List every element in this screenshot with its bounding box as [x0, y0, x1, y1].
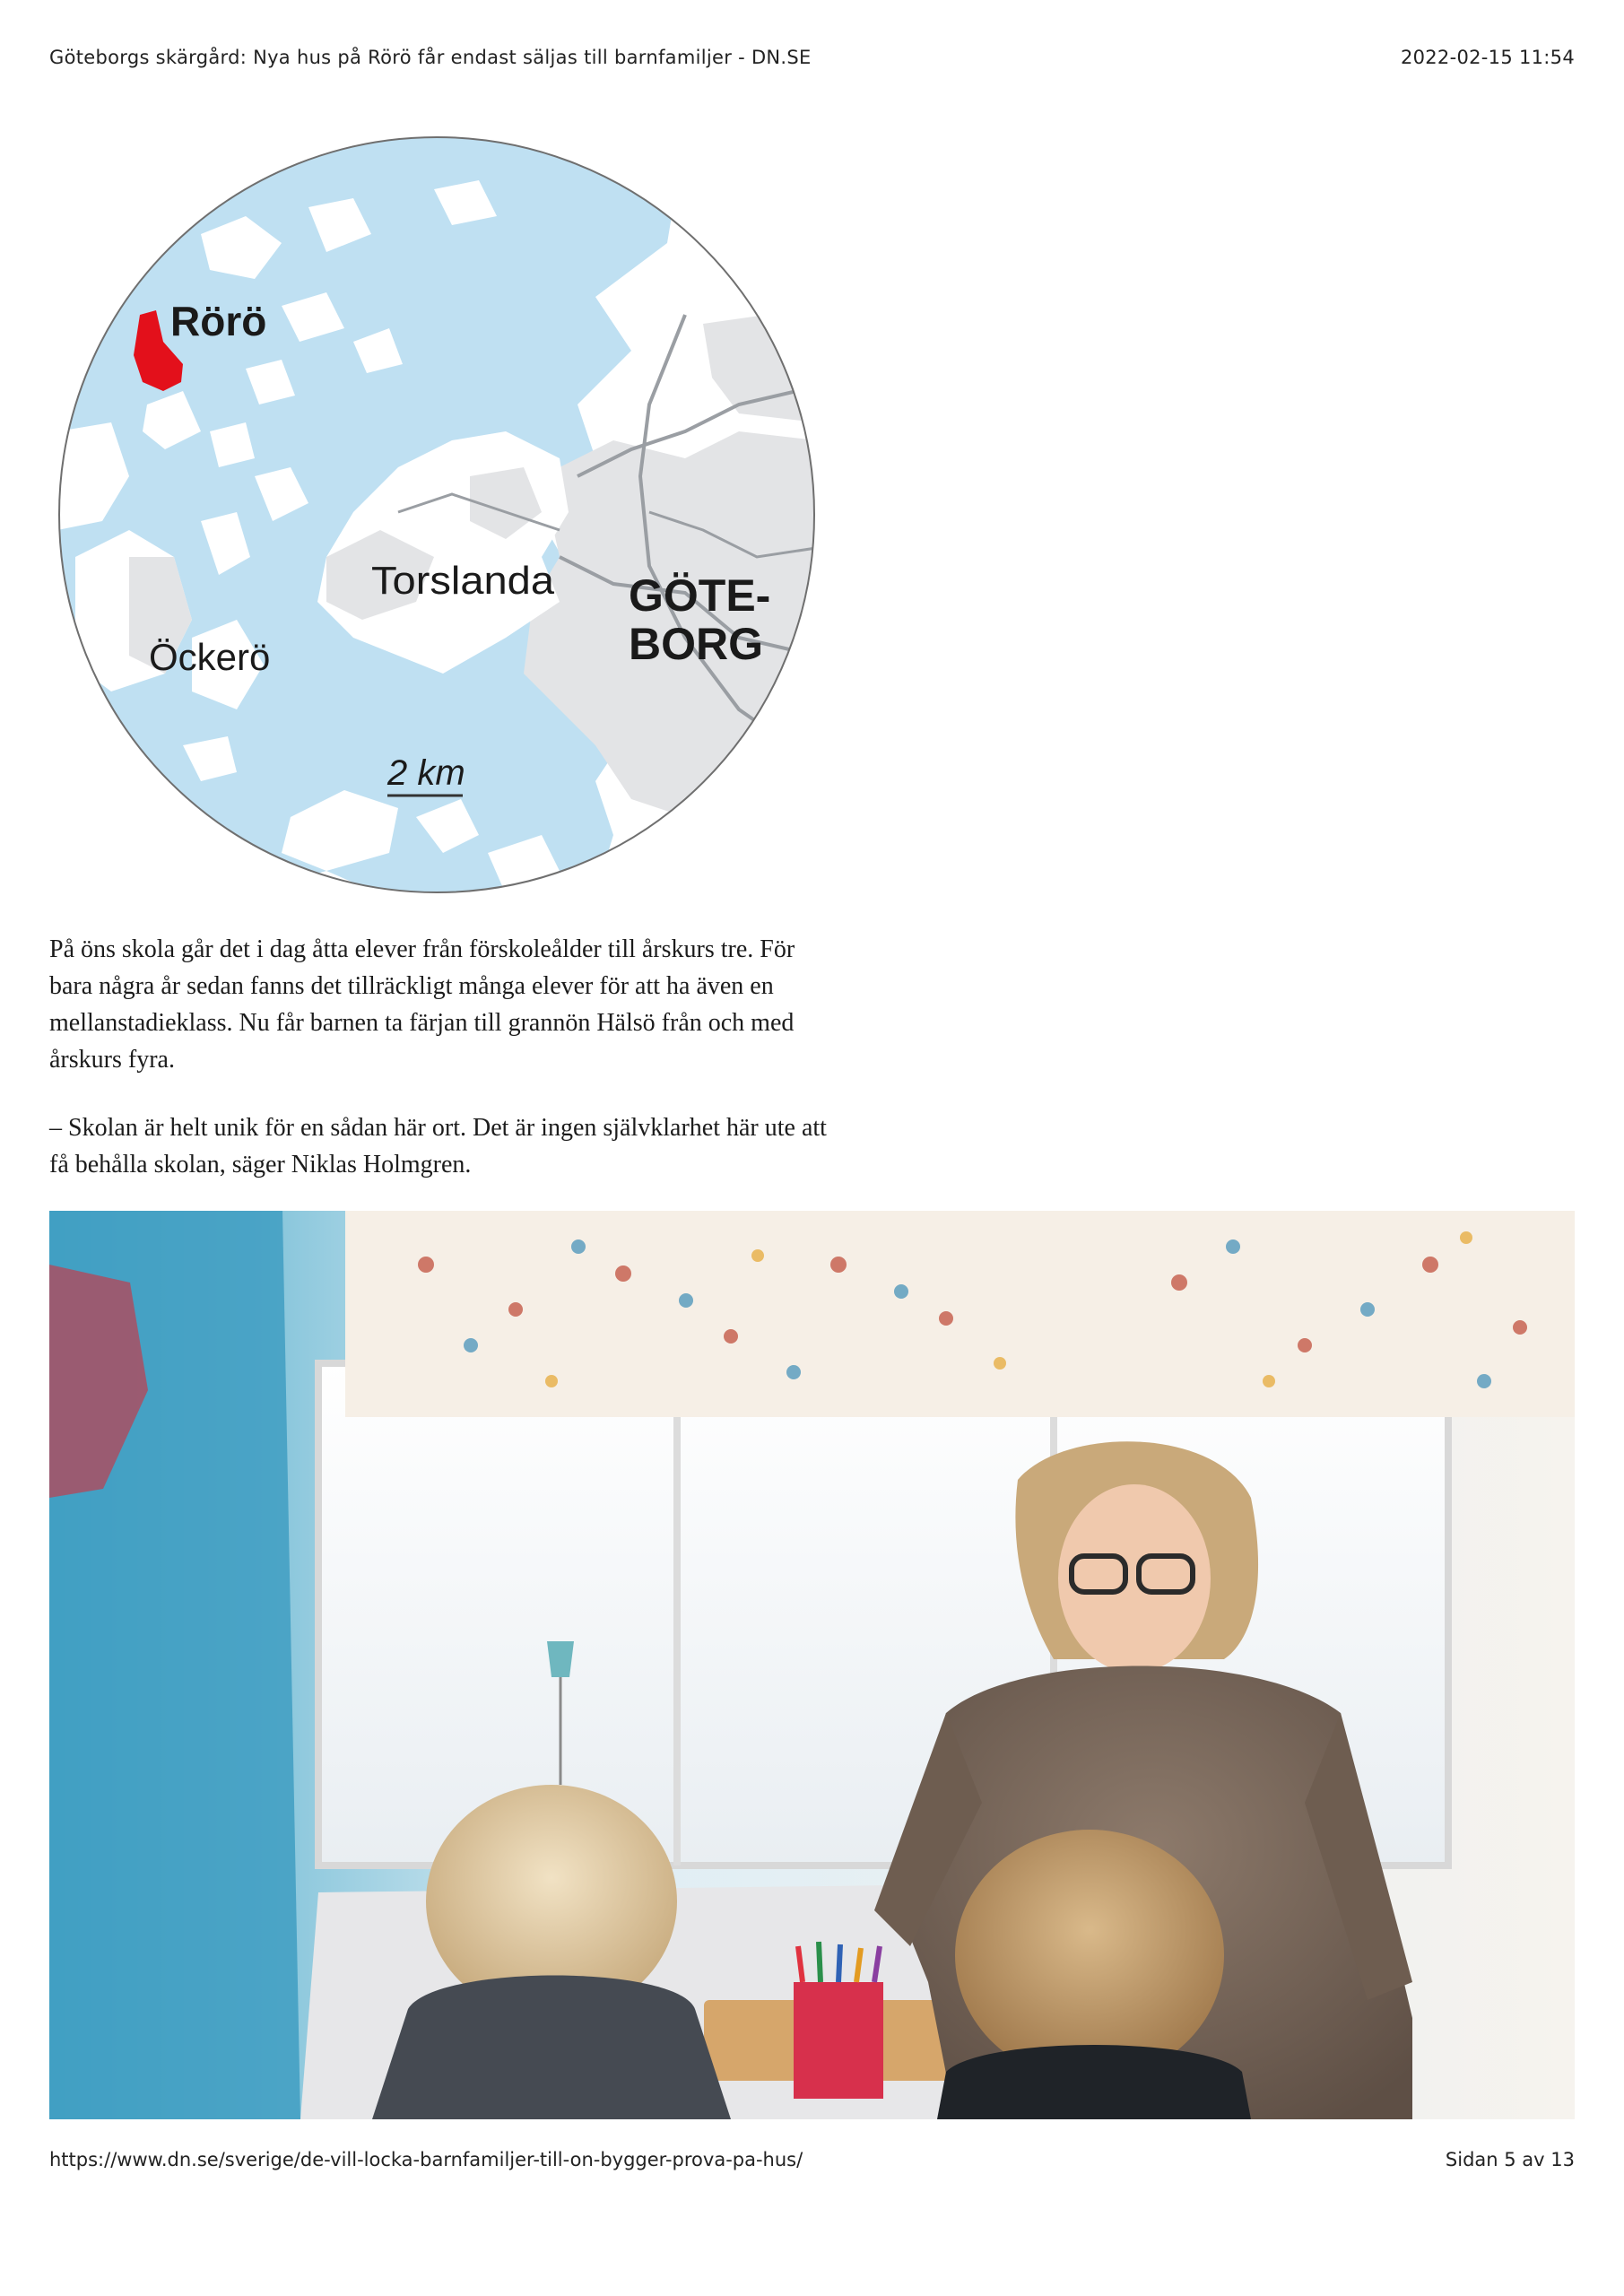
map-label-roro: Rörö — [170, 298, 267, 344]
map-label-goteborg-2: BORG — [629, 619, 763, 669]
page-header-datetime: 2022-02-15 11:54 — [1400, 47, 1575, 68]
page-header-title: Göteborgs skärgård: Nya hus på Rörö får endast säljas till barnfamiljer - DN.SE — [49, 47, 812, 68]
article-paragraph-1: På öns skola går det i dag åtta elever från förskoleålder till årskurs tre. För bara några år sedan fanns det tillräckligt många elever för att ha även en mellanstadieklass. Nu får barnen ta färjan till grannön Hälsö från och med årskurs fyra. — [49, 935, 795, 1074]
page-footer-url: https://www.dn.se/sverige/de-vill-locka-barnfamiljer-till-on-bygger-prova-pa-hus/ — [49, 2149, 803, 2170]
map-label-ockero: Öckerö — [149, 636, 271, 678]
classroom-photo — [49, 1211, 1575, 2119]
page-footer-pagenumber: Sidan 5 av 13 — [1445, 2149, 1575, 2170]
article-paragraph-2: – Skolan är helt unik för en sådan här ort. Det är ingen självklarhet här ute att få behålla skolan, säger Niklas Holmgren. — [49, 1114, 827, 1178]
location-map — [57, 135, 816, 894]
map-label-goteborg-1: GÖTE- — [629, 570, 771, 621]
map-scale-label: 2 km — [387, 753, 465, 793]
map-label-torslanda: Torslanda — [371, 559, 555, 603]
